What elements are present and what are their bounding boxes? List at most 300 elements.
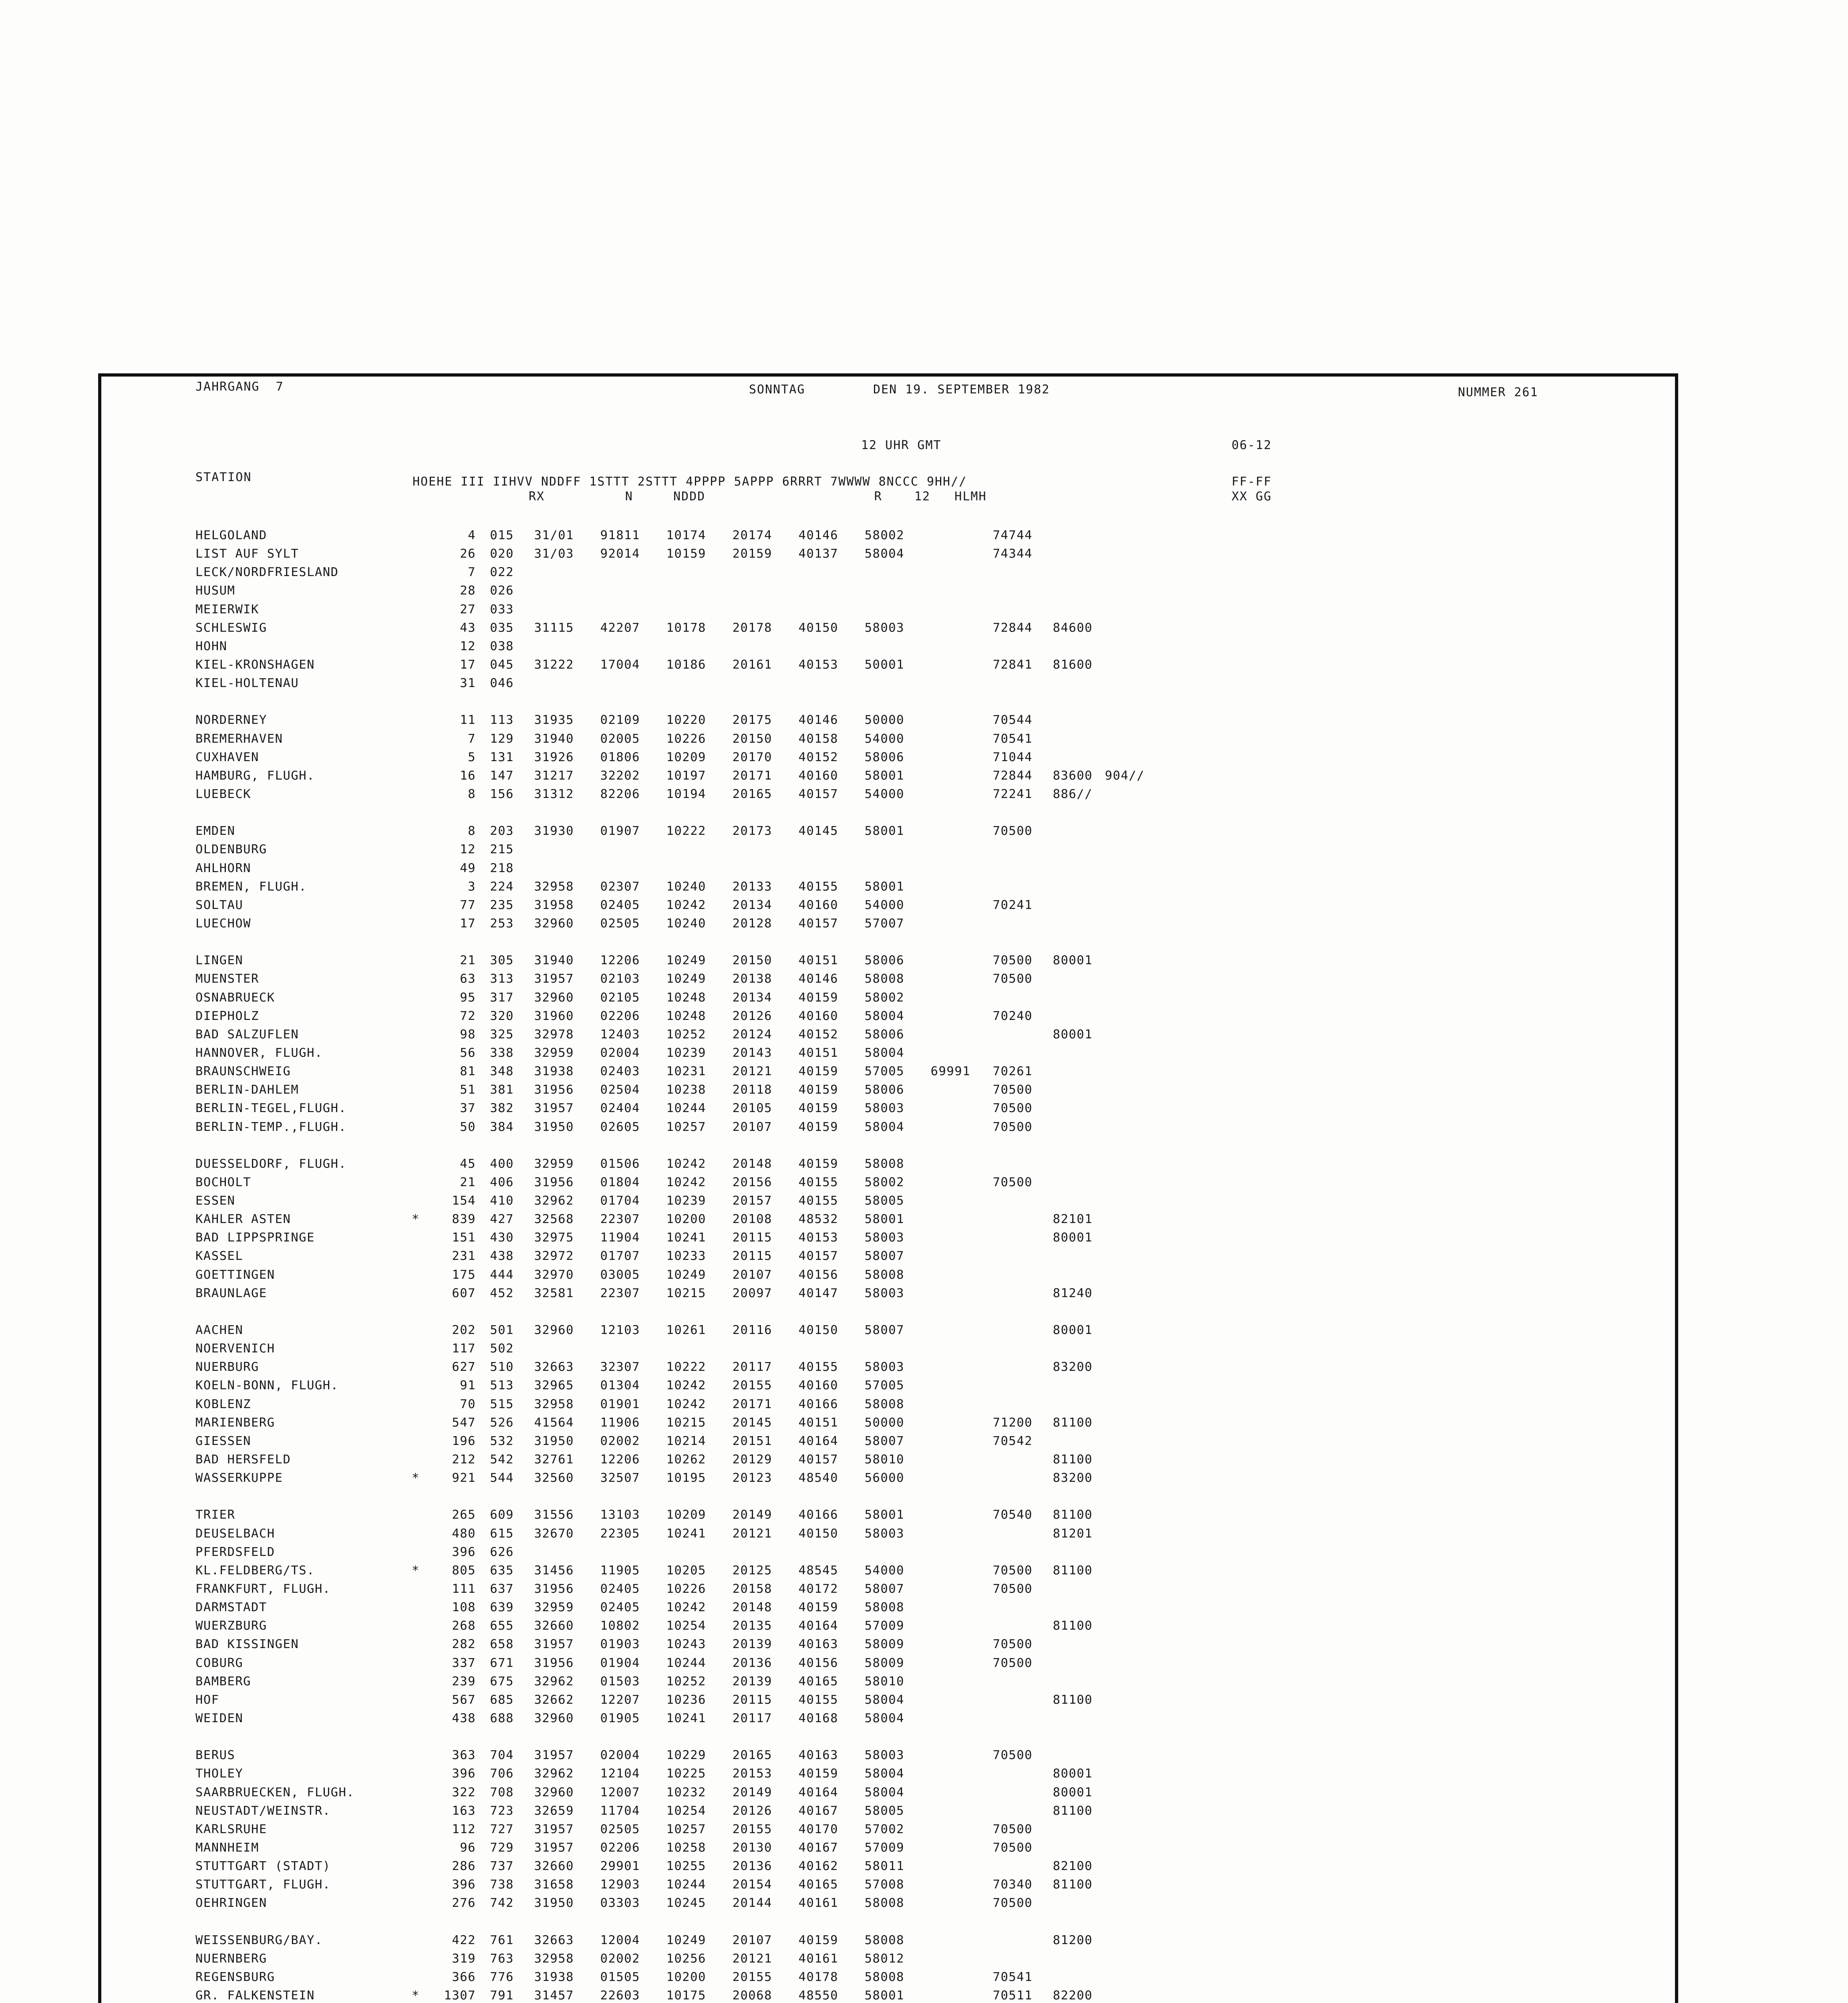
cell-st: KL.FELDBERG/TS. bbox=[195, 1563, 315, 1578]
cell-g5: 40158 bbox=[798, 731, 838, 746]
cell-h bbox=[428, 1487, 476, 1506]
cell-g4: 20158 bbox=[732, 1582, 772, 1596]
cell-st: BERUS bbox=[195, 1748, 236, 1763]
cell-g3: 10197 bbox=[666, 768, 706, 783]
cell-g7 bbox=[904, 619, 970, 637]
cell-g3: 10249 bbox=[666, 1267, 706, 1282]
cell-g7 bbox=[904, 1358, 970, 1376]
cell-g2 bbox=[574, 933, 640, 951]
table-row bbox=[195, 1303, 1145, 1321]
cell-g1: 32662 bbox=[534, 1693, 574, 1707]
cell-fl bbox=[412, 1376, 428, 1395]
cell-g6: 56000 bbox=[864, 1471, 904, 1485]
cell-g6: 58003 bbox=[864, 1526, 904, 1541]
cell-st bbox=[195, 804, 412, 822]
cell-h: 91 bbox=[460, 1378, 476, 1393]
cell-g5: 40157 bbox=[798, 787, 838, 801]
table-row bbox=[195, 1192, 1145, 1210]
cell-g7 bbox=[904, 767, 970, 785]
cell-g6 bbox=[838, 1543, 904, 1562]
cell-g6: 58007 bbox=[864, 1323, 904, 1338]
cell-g3: 10195 bbox=[666, 1471, 706, 1485]
cell-g9: 83200 bbox=[1053, 1471, 1093, 1485]
cell-g7 bbox=[904, 1876, 970, 1894]
cell-g10 bbox=[1093, 1284, 1145, 1303]
table-row bbox=[195, 1099, 1145, 1118]
cell-i bbox=[476, 933, 514, 951]
cell-g5: 40155 bbox=[798, 879, 838, 894]
cell-g3: 10178 bbox=[666, 621, 706, 635]
cell-g4: 20173 bbox=[732, 824, 772, 838]
cell-g5: 40155 bbox=[798, 1194, 838, 1208]
cell-g10 bbox=[1093, 1358, 1145, 1376]
cell-st: NOERVENICH bbox=[195, 1342, 275, 1356]
cell-g9: 80001 bbox=[1053, 1231, 1093, 1245]
cell-st: BERLIN-TEGEL,FLUGH. bbox=[195, 1101, 347, 1116]
cell-g8: 70500 bbox=[992, 1175, 1033, 1189]
cell-h: 567 bbox=[452, 1693, 476, 1707]
cell-g9: 82200 bbox=[1053, 1989, 1093, 2003]
cell-i: 776 bbox=[490, 1970, 514, 1984]
cell-g3: 10255 bbox=[666, 1859, 706, 1874]
cell-i bbox=[476, 693, 514, 711]
cell-fl bbox=[412, 1654, 428, 1673]
station-table bbox=[195, 526, 1145, 2003]
cell-g7 bbox=[904, 915, 970, 933]
table-row bbox=[195, 1487, 1145, 1506]
cell-fl bbox=[412, 1099, 428, 1118]
cell-g1: 32978 bbox=[534, 1027, 574, 1042]
cell-g5: 40164 bbox=[798, 1619, 838, 1633]
cell-g5: 40147 bbox=[798, 1286, 838, 1300]
cell-st: TRIER bbox=[195, 1508, 236, 1522]
cell-i: 382 bbox=[490, 1101, 514, 1116]
cell-g4: 20136 bbox=[732, 1859, 772, 1874]
cell-g9 bbox=[1033, 1913, 1093, 1931]
cell-i: 400 bbox=[490, 1157, 514, 1171]
cell-g1 bbox=[514, 1340, 574, 1358]
cell-g8 bbox=[970, 693, 1033, 711]
table-row bbox=[195, 1987, 1145, 2003]
cell-g1 bbox=[514, 637, 574, 656]
cell-g8: 70240 bbox=[992, 1009, 1033, 1023]
cell-g5 bbox=[772, 1913, 838, 1931]
table-row bbox=[195, 730, 1145, 748]
cell-i: 224 bbox=[490, 879, 514, 894]
cell-g9 bbox=[1033, 1044, 1093, 1062]
cell-g4 bbox=[706, 859, 772, 878]
cell-h: 366 bbox=[452, 1970, 476, 1984]
cell-g1: 31957 bbox=[534, 1748, 574, 1763]
column-codes-line1: HOEHE III IIHVV NDDFF 1STTT 2STTT 4PPPP 5APPP 6RRRT 7WWWW 8NCCC 9HH// bbox=[413, 475, 967, 489]
cell-g7 bbox=[904, 748, 970, 767]
cell-g5: 40145 bbox=[798, 824, 838, 838]
cell-h: 286 bbox=[452, 1859, 476, 1874]
cell-st: GOETTINGEN bbox=[195, 1267, 275, 1282]
cell-i: 430 bbox=[490, 1231, 514, 1245]
cell-st: STUTTGART (STADT) bbox=[195, 1859, 331, 1874]
cell-g4 bbox=[706, 1728, 772, 1746]
table-row bbox=[195, 1709, 1145, 1728]
cell-g5 bbox=[772, 1137, 838, 1155]
cell-g5: 40162 bbox=[798, 1859, 838, 1874]
table-row bbox=[195, 1469, 1145, 1487]
cell-st: LINGEN bbox=[195, 953, 244, 968]
table-row bbox=[195, 1543, 1145, 1562]
cell-g5: 40161 bbox=[798, 1896, 838, 1910]
cell-g1: 32581 bbox=[534, 1286, 574, 1300]
cell-g9 bbox=[1033, 1303, 1093, 1321]
cell-fl bbox=[412, 822, 428, 840]
cell-i: 033 bbox=[490, 602, 514, 617]
cell-g8 bbox=[970, 1284, 1033, 1303]
cell-g10 bbox=[1093, 1525, 1145, 1543]
cell-fl bbox=[412, 1321, 428, 1340]
cell-g2: 01804 bbox=[600, 1175, 640, 1189]
cell-st bbox=[195, 693, 412, 711]
cell-g3: 10215 bbox=[666, 1286, 706, 1300]
cell-g4: 20165 bbox=[732, 787, 772, 801]
cell-g3 bbox=[640, 1487, 706, 1506]
cell-g6: 58003 bbox=[864, 1748, 904, 1763]
cell-h: 63 bbox=[460, 972, 476, 986]
cell-g1 bbox=[514, 563, 574, 582]
cell-g7 bbox=[904, 1192, 970, 1210]
cell-g3: 10249 bbox=[666, 972, 706, 986]
table-row bbox=[195, 1635, 1145, 1654]
cell-g5: 40153 bbox=[798, 657, 838, 672]
cell-g1: 31957 bbox=[534, 1637, 574, 1652]
cell-g10 bbox=[1093, 1340, 1145, 1358]
cell-g8 bbox=[970, 1525, 1033, 1543]
cell-g6: 58008 bbox=[864, 1896, 904, 1910]
cell-g1 bbox=[514, 840, 574, 859]
cell-st bbox=[195, 1728, 412, 1746]
cell-g2: 01901 bbox=[600, 1397, 640, 1411]
cell-g5 bbox=[772, 859, 838, 878]
cell-g2: 11906 bbox=[600, 1415, 640, 1430]
cell-i: 348 bbox=[490, 1064, 514, 1079]
cell-fl bbox=[412, 1007, 428, 1026]
cell-g1: 31956 bbox=[534, 1582, 574, 1596]
cell-g10 bbox=[1093, 1210, 1145, 1229]
cell-i: 218 bbox=[490, 861, 514, 875]
cell-g4: 20134 bbox=[732, 990, 772, 1005]
cell-st: KASSEL bbox=[195, 1249, 244, 1263]
table-row bbox=[195, 1321, 1145, 1340]
cell-g8 bbox=[970, 1709, 1033, 1728]
cell-g9 bbox=[1033, 1894, 1093, 1912]
cell-g4: 20161 bbox=[732, 657, 772, 672]
cell-fl bbox=[412, 1765, 428, 1783]
cell-g9 bbox=[1033, 600, 1093, 619]
cell-i: 305 bbox=[490, 953, 514, 968]
cell-g10 bbox=[1093, 1321, 1145, 1340]
cell-g1: 32670 bbox=[534, 1526, 574, 1541]
cell-g1: 31926 bbox=[534, 750, 574, 764]
cell-i: 046 bbox=[490, 676, 514, 691]
cell-i: 113 bbox=[490, 713, 514, 727]
cell-g7 bbox=[904, 1543, 970, 1562]
cell-g9 bbox=[1033, 1746, 1093, 1765]
cell-g4: 20145 bbox=[732, 1415, 772, 1430]
cell-g3: 10257 bbox=[666, 1822, 706, 1836]
cell-g4 bbox=[706, 637, 772, 656]
cell-i bbox=[476, 1137, 514, 1155]
cell-g3: 10214 bbox=[666, 1434, 706, 1448]
cell-g5: 40167 bbox=[798, 1840, 838, 1855]
cell-g1: 31950 bbox=[534, 1896, 574, 1910]
cell-st: KAHLER ASTEN bbox=[195, 1212, 291, 1227]
cell-i: 708 bbox=[490, 1785, 514, 1799]
cell-g1: 31960 bbox=[534, 1009, 574, 1023]
cell-g7 bbox=[904, 1562, 970, 1580]
cell-fl bbox=[412, 1598, 428, 1617]
cell-g4 bbox=[706, 582, 772, 600]
cell-g1: 32663 bbox=[534, 1933, 574, 1947]
cell-g6 bbox=[838, 804, 904, 822]
cell-g8 bbox=[970, 878, 1033, 896]
cell-g10 bbox=[1093, 1691, 1145, 1709]
table-row bbox=[195, 1691, 1145, 1709]
cell-g6: 58007 bbox=[864, 1582, 904, 1596]
cell-g10 bbox=[1093, 1580, 1145, 1598]
cell-g3: 10240 bbox=[666, 916, 706, 931]
cell-g10 bbox=[1093, 1746, 1145, 1765]
cell-g5: 40159 bbox=[798, 990, 838, 1005]
table-row bbox=[195, 545, 1145, 563]
cell-g4 bbox=[706, 563, 772, 582]
cell-fl bbox=[412, 915, 428, 933]
cell-h: 31 bbox=[460, 676, 476, 691]
cell-g9 bbox=[1033, 1950, 1093, 1968]
cell-g6: 58001 bbox=[864, 879, 904, 894]
cell-h: 396 bbox=[452, 1878, 476, 1892]
cell-g3: 10249 bbox=[666, 1933, 706, 1947]
cell-g2: 02504 bbox=[600, 1083, 640, 1097]
cell-g8: 70500 bbox=[992, 1101, 1033, 1116]
cell-g6: 58004 bbox=[864, 547, 904, 561]
cell-g4: 20126 bbox=[732, 1804, 772, 1818]
cell-g4: 20174 bbox=[732, 528, 772, 542]
cell-g2: 12004 bbox=[600, 1933, 640, 1947]
cell-g5: 40166 bbox=[798, 1397, 838, 1411]
cell-g3: 10249 bbox=[666, 953, 706, 968]
cell-h: 163 bbox=[452, 1804, 476, 1818]
cell-i: 156 bbox=[490, 787, 514, 801]
cell-h bbox=[428, 1303, 476, 1321]
cell-g5 bbox=[772, 563, 838, 582]
cell-g4: 20107 bbox=[732, 1933, 772, 1947]
cell-g9 bbox=[1033, 674, 1093, 693]
cell-g3: 10200 bbox=[666, 1970, 706, 1984]
cell-g2: 01806 bbox=[600, 750, 640, 764]
cell-h: 5 bbox=[468, 750, 476, 764]
cell-g5 bbox=[772, 804, 838, 822]
cell-g3 bbox=[640, 1303, 706, 1321]
cell-g5: 40165 bbox=[798, 1878, 838, 1892]
cell-g8 bbox=[970, 1950, 1033, 1968]
cell-st: FRANKFURT, FLUGH. bbox=[195, 1582, 331, 1596]
cell-g8: 71200 bbox=[992, 1415, 1033, 1430]
cell-g1: 31950 bbox=[534, 1434, 574, 1448]
cell-g6: 58006 bbox=[864, 1083, 904, 1097]
cell-g2: 91811 bbox=[600, 528, 640, 542]
cell-g10 bbox=[1093, 1099, 1145, 1118]
cell-g9 bbox=[1033, 1266, 1093, 1284]
cell-g6: 58005 bbox=[864, 1804, 904, 1818]
cell-g3: 10240 bbox=[666, 879, 706, 894]
table-row bbox=[195, 1525, 1145, 1543]
table-row bbox=[195, 1931, 1145, 1950]
cell-st: HOF bbox=[195, 1693, 219, 1707]
cell-st: KIEL-KRONSHAGEN bbox=[195, 657, 315, 672]
cell-st: MUENSTER bbox=[195, 972, 259, 986]
cell-g10 bbox=[1093, 545, 1145, 563]
cell-g7 bbox=[904, 656, 970, 674]
cell-h: 50 bbox=[460, 1120, 476, 1134]
cell-fl bbox=[412, 748, 428, 767]
cell-h: 239 bbox=[452, 1674, 476, 1689]
cell-st: BRAUNSCHWEIG bbox=[195, 1064, 291, 1079]
cell-g1: 32958 bbox=[534, 1951, 574, 1966]
cell-g6: 50000 bbox=[864, 713, 904, 727]
cell-g2: 02505 bbox=[600, 1822, 640, 1836]
cell-g5: 40153 bbox=[798, 1231, 838, 1245]
cell-g5: 40150 bbox=[798, 1323, 838, 1338]
cell-g4 bbox=[706, 674, 772, 693]
cell-g10 bbox=[1093, 1673, 1145, 1691]
cell-g6: 58005 bbox=[864, 1194, 904, 1208]
cell-st: BAD KISSINGEN bbox=[195, 1637, 299, 1652]
cell-g6: 54000 bbox=[864, 1563, 904, 1578]
cell-g1 bbox=[514, 582, 574, 600]
cell-g5: 40151 bbox=[798, 1046, 838, 1060]
cell-g9 bbox=[1033, 840, 1093, 859]
cell-g7 bbox=[904, 1968, 970, 1987]
cell-st: WEIDEN bbox=[195, 1711, 244, 1725]
table-row bbox=[195, 785, 1145, 804]
cell-g6: 57002 bbox=[864, 1822, 904, 1836]
cell-g4: 20107 bbox=[732, 1120, 772, 1134]
cell-st: SAARBRUECKEN, FLUGH. bbox=[195, 1785, 355, 1799]
cell-g8 bbox=[970, 1303, 1033, 1321]
cell-g7 bbox=[904, 989, 970, 1007]
cell-g7 bbox=[904, 1155, 970, 1173]
cell-g2: 32507 bbox=[600, 1471, 640, 1485]
cell-g1: 31956 bbox=[534, 1656, 574, 1670]
cell-i: 438 bbox=[490, 1249, 514, 1263]
cell-st: WASSERKUPPE bbox=[195, 1471, 283, 1485]
cell-fl bbox=[412, 1635, 428, 1654]
table-row bbox=[195, 1118, 1145, 1137]
cell-g1 bbox=[514, 1303, 574, 1321]
cell-g7 bbox=[904, 1007, 970, 1026]
cell-g9: 81201 bbox=[1053, 1526, 1093, 1541]
cell-g2: 02005 bbox=[600, 731, 640, 746]
cell-g10 bbox=[1093, 989, 1145, 1007]
cell-g3 bbox=[640, 600, 706, 619]
cell-g8: 70540 bbox=[992, 1508, 1033, 1522]
cell-g4 bbox=[706, 804, 772, 822]
cell-g1 bbox=[514, 804, 574, 822]
cell-g3: 10241 bbox=[666, 1711, 706, 1725]
cell-g3: 10262 bbox=[666, 1453, 706, 1467]
cell-g1: 31/01 bbox=[534, 528, 574, 542]
cell-g3: 10205 bbox=[666, 1563, 706, 1578]
cell-i bbox=[476, 1303, 514, 1321]
cell-g10 bbox=[1093, 951, 1145, 970]
cell-g2 bbox=[574, 1303, 640, 1321]
cell-h: 151 bbox=[452, 1231, 476, 1245]
cell-g7 bbox=[904, 840, 970, 859]
table-row bbox=[195, 582, 1145, 600]
cell-g7 bbox=[904, 1728, 970, 1746]
cell-g4: 20175 bbox=[732, 713, 772, 727]
cell-g8: 70500 bbox=[992, 1083, 1033, 1097]
table-row bbox=[195, 1654, 1145, 1673]
cell-g4: 20150 bbox=[732, 953, 772, 968]
table-row bbox=[195, 619, 1145, 637]
cell-g7 bbox=[904, 951, 970, 970]
table-row bbox=[195, 1026, 1145, 1044]
cell-g2 bbox=[574, 600, 640, 619]
cell-i: 406 bbox=[490, 1175, 514, 1189]
cell-g1: 32960 bbox=[534, 1711, 574, 1725]
cell-g1 bbox=[514, 693, 574, 711]
cell-i: 791 bbox=[490, 1989, 514, 2003]
cell-i: 510 bbox=[490, 1360, 514, 1374]
cell-g1: 32960 bbox=[534, 990, 574, 1005]
cell-g3: 10241 bbox=[666, 1526, 706, 1541]
cell-i: 729 bbox=[490, 1840, 514, 1855]
cell-g5 bbox=[772, 1303, 838, 1321]
cell-g6: 57005 bbox=[864, 1064, 904, 1079]
cell-g8 bbox=[970, 859, 1033, 878]
cell-g5: 48545 bbox=[798, 1563, 838, 1578]
cell-h: 108 bbox=[452, 1600, 476, 1615]
cell-g3: 10242 bbox=[666, 1378, 706, 1393]
cell-g2: 02405 bbox=[600, 1600, 640, 1615]
cell-g5: 40160 bbox=[798, 1009, 838, 1023]
cell-g9 bbox=[1033, 1635, 1093, 1654]
cell-g6 bbox=[838, 693, 904, 711]
cell-h: 98 bbox=[460, 1027, 476, 1042]
cell-i bbox=[476, 804, 514, 822]
cell-g3 bbox=[640, 1137, 706, 1155]
cell-st: KOBLENZ bbox=[195, 1397, 252, 1411]
table-row bbox=[195, 748, 1145, 767]
cell-h: 422 bbox=[452, 1933, 476, 1947]
cell-g2: 02605 bbox=[600, 1120, 640, 1134]
cell-g4 bbox=[706, 1543, 772, 1562]
cell-i: 639 bbox=[490, 1600, 514, 1615]
cell-h: 175 bbox=[452, 1267, 476, 1282]
cell-fl bbox=[412, 1746, 428, 1765]
cell-i: 526 bbox=[490, 1415, 514, 1430]
cell-g7 bbox=[904, 1432, 970, 1451]
time-range: 06-12 bbox=[1232, 438, 1272, 452]
cell-fl bbox=[412, 933, 428, 951]
cell-g6: 58006 bbox=[864, 750, 904, 764]
cell-g9: 80001 bbox=[1053, 1323, 1093, 1338]
cell-g4: 20148 bbox=[732, 1157, 772, 1171]
cell-g4: 20115 bbox=[732, 1249, 772, 1263]
cell-st: SCHLESWIG bbox=[195, 621, 267, 635]
cell-g2: 03303 bbox=[600, 1896, 640, 1910]
cell-g7 bbox=[904, 637, 970, 656]
cell-g9 bbox=[1033, 859, 1093, 878]
